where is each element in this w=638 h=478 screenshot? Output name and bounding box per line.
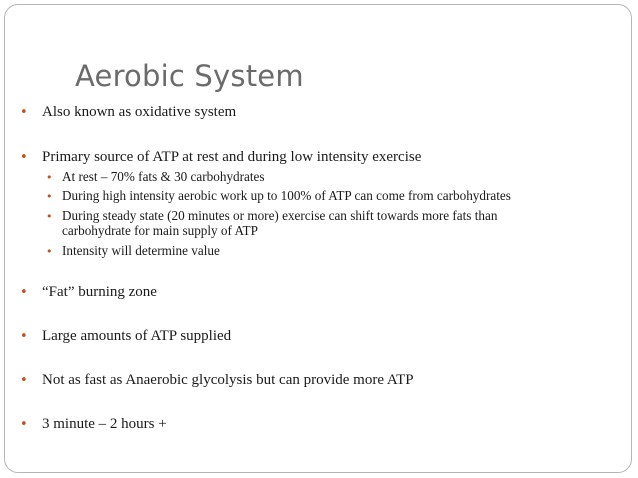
sub-bullet-text: carbohydrate for main supply of ATP — [62, 223, 258, 238]
slide — [4, 4, 632, 473]
bullet-icon: • — [46, 171, 53, 184]
bullet-icon: • — [20, 417, 28, 432]
bullet-text: Not as fast as Anaerobic glycolysis but can provide more ATP — [42, 372, 414, 388]
bullet-text: Also known as oxidative system — [42, 104, 237, 120]
bullet-icon: • — [20, 285, 28, 300]
sub-bullet-text: Intensity will determine value — [62, 243, 220, 258]
bullet-icon: • — [20, 373, 28, 388]
slide-title: Aerobic System — [75, 59, 304, 93]
sub-bullet-text: At rest – 70% fats & 30 carbohydrates — [62, 169, 265, 184]
sub-bullet-text: During steady state (20 minutes or more) exercise can shift towards more fats than — [62, 208, 498, 223]
bullet-icon: • — [46, 190, 53, 203]
bullet-icon: • — [20, 105, 28, 120]
bullet-text: Large amounts of ATP supplied — [42, 328, 232, 344]
bullet-text: 3 minute – 2 hours + — [42, 416, 167, 432]
bullet-icon: • — [46, 210, 53, 223]
sub-bullet-text: During high intensity aerobic work up to 100% of ATP can come from carbohydrates — [62, 188, 511, 203]
bullet-icon: • — [20, 329, 28, 344]
bullet-icon: • — [20, 150, 28, 165]
bullet-icon: • — [46, 245, 53, 258]
bullet-text: Primary source of ATP at rest and during low intensity exercise — [42, 149, 422, 165]
bullet-text: “Fat” burning zone — [42, 284, 157, 300]
